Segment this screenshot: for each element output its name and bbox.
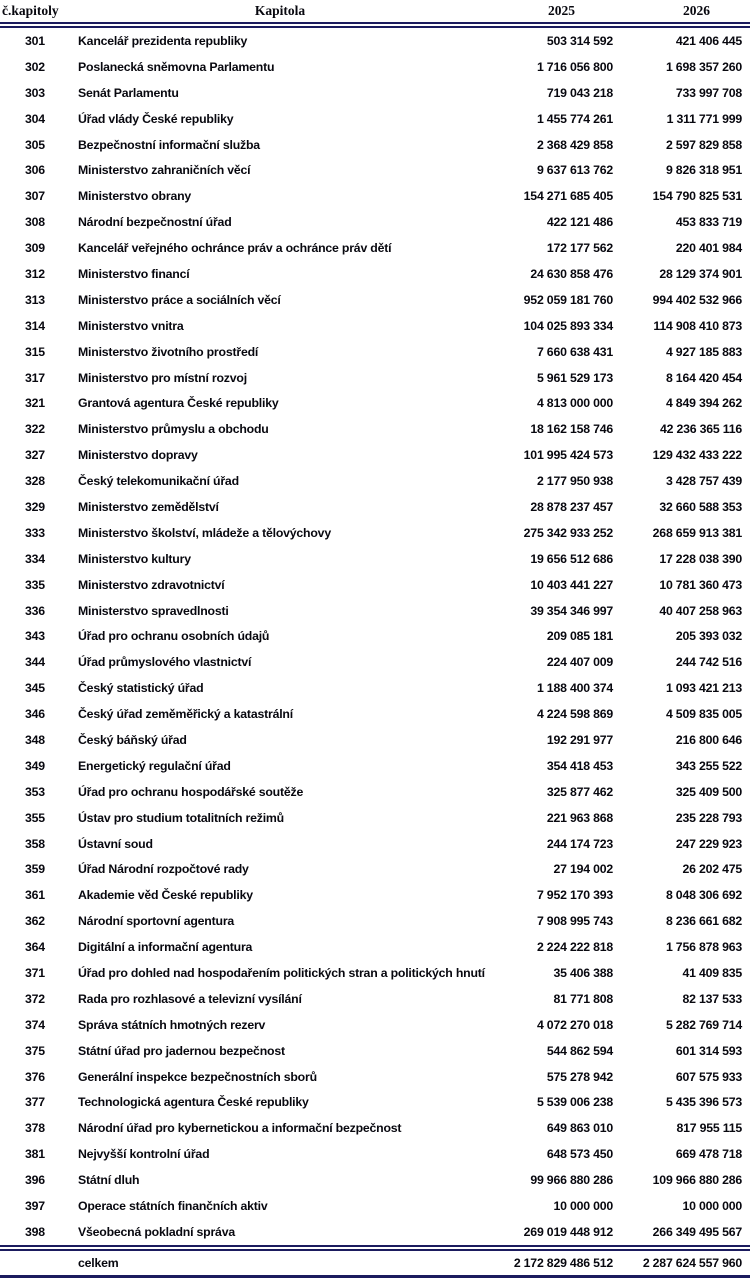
table-row	[0, 908, 750, 934]
table-row	[0, 1167, 750, 1193]
amount-2025: 209 085 181	[546, 629, 613, 644]
amount-2026: 42 236 365 116	[660, 422, 742, 437]
amount-2026: 235 228 793	[675, 810, 742, 825]
chapter-name: Bezpečnostní informační služba	[78, 137, 260, 152]
table-row	[0, 1141, 750, 1167]
table-row	[0, 132, 750, 158]
chapter-name: Státní dluh	[78, 1173, 140, 1188]
table-row	[0, 494, 750, 520]
amount-2025: 1 188 400 374	[536, 681, 613, 696]
amount-2025: 7 952 170 393	[536, 888, 613, 903]
table-row	[0, 727, 750, 753]
chapter-name: Energetický regulační úřad	[78, 758, 231, 773]
chapter-number: 372	[25, 991, 45, 1006]
amount-2026: 8 236 661 682	[665, 914, 742, 929]
amount-2026: 8 048 306 692	[665, 888, 742, 903]
chapter-name: Ministerstvo spravedlnosti	[78, 603, 229, 618]
amount-2026: 453 833 719	[675, 215, 742, 230]
amount-2026: 205 393 032	[675, 629, 742, 644]
amount-2025: 1 716 056 800	[536, 59, 613, 74]
chapter-number: 303	[25, 85, 45, 100]
chapter-number: 348	[25, 732, 45, 747]
chapter-number: 333	[25, 525, 45, 540]
amount-2025: 325 877 462	[546, 784, 613, 799]
amount-2025: 2 224 222 818	[536, 940, 613, 955]
chapter-name: Národní bezpečnostní úřad	[78, 215, 232, 230]
amount-2025: 18 162 158 746	[530, 422, 613, 437]
amount-2026: 669 478 718	[675, 1147, 742, 1162]
table-row	[0, 960, 750, 986]
amount-2025: 10 000 000	[553, 1199, 613, 1214]
amount-2025: 28 878 237 457	[530, 499, 613, 514]
amount-2026: 268 659 913 381	[652, 525, 742, 540]
chapter-name: Ministerstvo zahraničních věcí	[78, 163, 251, 178]
amount-2025: 224 407 009	[546, 655, 613, 670]
chapter-number: 378	[25, 1121, 45, 1136]
amount-2025: 544 862 594	[546, 1043, 613, 1058]
amount-2025: 172 177 562	[546, 241, 613, 256]
amount-2025: 503 314 592	[546, 33, 613, 48]
chapter-name: Ministerstvo školství, mládeže a tělovýchovy	[78, 525, 331, 540]
chapter-name: Operace státních finančních aktiv	[78, 1199, 268, 1214]
chapter-number: 301	[25, 33, 45, 48]
chapter-number: 321	[25, 396, 45, 411]
amount-2025: 154 271 685 405	[523, 189, 613, 204]
amount-2026: 41 409 835	[682, 966, 742, 980]
amount-2025: 24 630 858 476	[530, 266, 613, 281]
chapter-number: 305	[25, 137, 45, 152]
table-row	[0, 80, 750, 106]
table-row	[0, 54, 750, 80]
chapter-name: Všeobecná pokladní správa	[78, 1224, 235, 1239]
amount-2025: 101 995 424 573	[523, 448, 613, 463]
chapter-name: Ministerstvo obrany	[78, 189, 192, 204]
amount-2026: 5 282 769 714	[665, 1017, 742, 1032]
table-row	[0, 1219, 750, 1248]
chapter-number: 343	[25, 629, 45, 644]
table-row	[0, 805, 750, 831]
amount-2026: 994 402 532 966	[652, 292, 742, 307]
table-row	[0, 986, 750, 1012]
table-row	[0, 157, 750, 183]
amount-2026: 4 849 394 262	[665, 396, 742, 411]
chapter-number: 371	[25, 966, 45, 980]
amount-2026: 1 311 771 999	[666, 111, 742, 126]
amount-2026: 247 229 923	[675, 836, 742, 851]
chapter-number: 329	[25, 499, 45, 514]
chapter-name: Poslanecká sněmovna Parlamentu	[78, 59, 275, 74]
amount-2026: 114 908 410 873	[653, 318, 742, 333]
table-row	[0, 261, 750, 287]
total-empty-cell	[0, 1248, 70, 1277]
amount-2025: 422 121 486	[546, 215, 613, 230]
table-header	[0, 0, 750, 25]
chapter-name: Ministerstvo financí	[78, 266, 190, 281]
amount-2026: 109 966 880 286	[652, 1173, 742, 1188]
chapter-name: Úřad pro dohled nad hospodařením politických stran a politických hnutí	[78, 966, 485, 980]
amount-2025: 575 278 942	[546, 1069, 613, 1084]
chapter-number: 307	[25, 189, 45, 204]
amount-2026: 82 137 533	[682, 991, 742, 1006]
chapter-name: Státní úřad pro jadernou bezpečnost	[78, 1043, 285, 1058]
amount-2025: 4 072 270 018	[536, 1017, 613, 1032]
chapter-name: Digitální a informační agentura	[78, 940, 253, 955]
chapter-name: Úřad průmyslového vlastnictví	[78, 655, 252, 670]
amount-2026: 343 255 522	[675, 758, 742, 773]
amount-2025: 2 177 950 938	[536, 474, 613, 489]
chapter-name: Generální inspekce bezpečnostních sborů	[78, 1069, 317, 1084]
amount-2026: 40 407 258 963	[659, 603, 742, 618]
amount-2026: 28 129 374 901	[659, 266, 742, 281]
amount-2025: 275 342 933 252	[523, 525, 613, 540]
table-row	[0, 1115, 750, 1141]
header-row	[0, 0, 750, 25]
amount-2025: 7 660 638 431	[536, 344, 613, 359]
chapter-name: Ministerstvo průmyslu a obchodu	[78, 422, 269, 437]
amount-2026: 3 428 757 439	[665, 474, 742, 489]
chapter-number: 302	[25, 59, 45, 74]
amount-2025: 5 961 529 173	[536, 370, 613, 385]
chapter-name: Grantová agentura České republiky	[78, 396, 279, 411]
table-row	[0, 468, 750, 494]
chapter-number: 308	[25, 215, 45, 230]
chapter-name: Správa státních hmotných rezerv	[78, 1017, 266, 1032]
chapter-name: Úřad Národní rozpočtové rady	[78, 862, 249, 877]
amount-2025: 192 291 977	[546, 732, 613, 747]
chapter-name: Kancelář veřejného ochránce práv a ochránce práv dětí	[78, 241, 392, 256]
chapter-number: 312	[25, 266, 45, 281]
table-row	[0, 339, 750, 365]
chapter-name: Ministerstvo dopravy	[78, 448, 198, 463]
amount-2026: 1 698 357 260	[665, 59, 742, 74]
chapter-name: Český telekomunikační úřad	[78, 474, 239, 489]
amount-2026: 8 164 420 454	[665, 370, 742, 385]
table-row	[0, 313, 750, 339]
chapter-name: Ministerstvo práce a sociálních věcí	[78, 292, 281, 307]
table-row	[0, 857, 750, 883]
chapter-number: 353	[25, 784, 45, 799]
table-row	[0, 287, 750, 313]
amount-2026: 1 756 878 963	[665, 940, 742, 955]
total-amount-2025: 2 172 829 486 512	[460, 1248, 615, 1277]
amount-2026: 220 401 984	[675, 241, 742, 256]
chapter-name: Ministerstvo zdravotnictví	[78, 577, 225, 592]
chapter-name: Úřad pro ochranu osobních údajů	[78, 629, 270, 644]
chapter-number: 309	[25, 241, 45, 256]
chapter-number: 364	[25, 940, 45, 955]
chapter-number: 328	[25, 474, 45, 489]
table-row	[0, 442, 750, 468]
table-row	[0, 183, 750, 209]
table-row	[0, 1012, 750, 1038]
chapter-number: 314	[25, 318, 45, 333]
chapter-number: 313	[25, 292, 45, 307]
amount-2026: 325 409 500	[675, 784, 742, 799]
amount-2025: 649 863 010	[546, 1121, 613, 1136]
chapter-name: Technologická agentura České republiky	[78, 1095, 309, 1110]
chapter-number: 349	[25, 758, 45, 773]
amount-2025: 39 354 346 997	[530, 603, 613, 618]
chapter-number: 346	[25, 707, 45, 722]
chapter-number: 344	[25, 655, 45, 670]
total-label: celkem	[70, 1248, 460, 1277]
amount-2026: 154 790 825 531	[652, 189, 742, 204]
chapter-number: 398	[25, 1224, 45, 1239]
chapter-number: 306	[25, 163, 45, 178]
amount-2026: 2 597 829 858	[665, 137, 742, 152]
amount-2025: 648 573 450	[546, 1147, 613, 1162]
table-row	[0, 235, 750, 261]
chapter-name: Národní sportovní agentura	[78, 914, 235, 929]
chapter-name: Ústav pro studium totalitních režimů	[78, 810, 284, 825]
chapter-number: 381	[25, 1147, 45, 1162]
chapter-name: Akademie věd České republiky	[78, 888, 253, 903]
amount-2025: 2 368 429 858	[536, 137, 613, 152]
total-row	[0, 1248, 750, 1277]
chapter-number: 375	[25, 1043, 45, 1058]
amount-2025: 1 455 774 261	[536, 111, 613, 126]
chapter-number: 304	[25, 111, 45, 126]
table-row	[0, 25, 750, 54]
amount-2026: 129 432 433 222	[652, 448, 742, 463]
column-header-chapter-name: Kapitola	[70, 0, 460, 25]
amount-2025: 81 771 808	[553, 991, 613, 1006]
amount-2026: 244 742 516	[675, 655, 742, 670]
amount-2025: 10 403 441 227	[530, 577, 613, 592]
chapter-number: 317	[25, 370, 45, 385]
chapter-number: 335	[25, 577, 45, 592]
table-row	[0, 390, 750, 416]
amount-2026: 32 660 588 353	[659, 499, 742, 514]
chapter-number: 345	[25, 681, 45, 696]
table-row	[0, 598, 750, 624]
chapter-name: Ministerstvo vnitra	[78, 318, 184, 333]
table-row	[0, 546, 750, 572]
chapter-number: 355	[25, 810, 45, 825]
chapter-name: Ústavní soud	[78, 836, 153, 851]
chapter-number: 322	[25, 422, 45, 437]
amount-2025: 719 043 218	[546, 85, 613, 100]
amount-2026: 4 927 185 883	[665, 344, 742, 359]
table-row	[0, 416, 750, 442]
table-row	[0, 572, 750, 598]
chapter-name: Ministerstvo pro místní rozvoj	[78, 370, 247, 385]
amount-2026: 817 955 115	[676, 1121, 742, 1136]
table-row	[0, 365, 750, 391]
chapter-name: Kancelář prezidenta republiky	[78, 33, 248, 48]
amount-2025: 5 539 006 238	[536, 1095, 613, 1110]
table-row	[0, 882, 750, 908]
amount-2025: 27 194 002	[553, 862, 613, 877]
chapter-number: 327	[25, 448, 45, 463]
table-row	[0, 520, 750, 546]
chapter-number: 377	[25, 1095, 45, 1110]
chapter-name: Nejvyšší kontrolní úřad	[78, 1147, 210, 1162]
table-row	[0, 779, 750, 805]
chapter-number: 396	[25, 1173, 45, 1188]
amount-2026: 17 228 038 390	[659, 551, 742, 566]
chapter-name: Senát Parlamentu	[78, 85, 179, 100]
table-footer	[0, 1248, 750, 1277]
amount-2026: 1 093 421 213	[665, 681, 742, 696]
table-row	[0, 623, 750, 649]
chapter-name: Úřad vlády České republiky	[78, 111, 234, 126]
amount-2025: 99 966 880 286	[530, 1173, 613, 1188]
chapter-number: 362	[25, 914, 45, 929]
chapter-number: 397	[25, 1199, 45, 1214]
amount-2026: 10 781 360 473	[659, 577, 742, 592]
table-row	[0, 753, 750, 779]
amount-2026: 601 314 593	[675, 1043, 742, 1058]
table-row	[0, 701, 750, 727]
column-header-chapter-number: č.kapitoly	[0, 0, 70, 25]
table-body	[0, 25, 750, 1248]
amount-2025: 952 059 181 760	[523, 292, 613, 307]
amount-2025: 9 637 613 762	[536, 163, 613, 178]
chapter-name: Rada pro rozhlasové a televizní vysílání	[78, 991, 302, 1006]
amount-2026: 216 800 646	[675, 732, 742, 747]
chapter-number: 376	[25, 1069, 45, 1084]
chapter-name: Úřad pro ochranu hospodářské soutěže	[78, 784, 304, 799]
amount-2026: 607 575 933	[675, 1069, 742, 1084]
table-row	[0, 1090, 750, 1116]
table-row	[0, 649, 750, 675]
amount-2026: 9 826 318 951	[665, 163, 742, 178]
amount-2026: 4 509 835 005	[665, 707, 742, 722]
column-header-2026: 2026	[615, 0, 750, 25]
chapter-number: 361	[25, 888, 45, 903]
table-row	[0, 1193, 750, 1219]
amount-2025: 244 174 723	[546, 836, 613, 851]
amount-2025: 269 019 448 912	[523, 1224, 613, 1239]
amount-2026: 733 997 708	[675, 85, 742, 100]
amount-2025: 35 406 388	[553, 966, 613, 980]
table-row	[0, 1038, 750, 1064]
chapter-name: Ministerstvo životního prostředí	[78, 344, 259, 359]
amount-2025: 4 813 000 000	[536, 396, 613, 411]
amount-2025: 354 418 453	[546, 758, 613, 773]
amount-2026: 10 000 000	[682, 1199, 742, 1214]
chapter-number: 358	[25, 836, 45, 851]
chapter-name: Český báňský úřad	[78, 732, 187, 747]
amount-2025: 4 224 598 869	[536, 707, 613, 722]
chapter-name: Národní úřad pro kybernetickou a informační bezpečnost	[78, 1121, 402, 1136]
amount-2025: 19 656 512 686	[530, 551, 613, 566]
chapter-name: Český statistický úřad	[78, 681, 204, 696]
table-row	[0, 209, 750, 235]
amount-2026: 26 202 475	[682, 862, 742, 877]
amount-2026: 266 349 495 567	[652, 1224, 742, 1239]
chapter-number: 315	[25, 344, 45, 359]
table-row	[0, 1064, 750, 1090]
column-header-2025: 2025	[460, 0, 615, 25]
amount-2025: 104 025 893 334	[523, 318, 613, 333]
chapter-number: 334	[25, 551, 45, 566]
total-amount-2026: 2 287 624 557 960	[615, 1248, 750, 1277]
amount-2026: 421 406 445	[675, 33, 742, 48]
table-row	[0, 934, 750, 960]
chapter-name: Ministerstvo zemědělství	[78, 499, 219, 514]
chapter-name: Český úřad zeměměřický a katastrální	[78, 707, 293, 722]
chapter-number: 359	[25, 862, 45, 877]
table-row	[0, 675, 750, 701]
table-row	[0, 106, 750, 132]
table-row	[0, 831, 750, 857]
chapter-name: Ministerstvo kultury	[78, 551, 191, 566]
amount-2025: 221 963 868	[546, 810, 613, 825]
amount-2026: 5 435 396 573	[665, 1095, 742, 1110]
amount-2025: 7 908 995 743	[536, 914, 613, 929]
chapter-number: 374	[25, 1017, 45, 1032]
chapter-number: 336	[25, 603, 45, 618]
